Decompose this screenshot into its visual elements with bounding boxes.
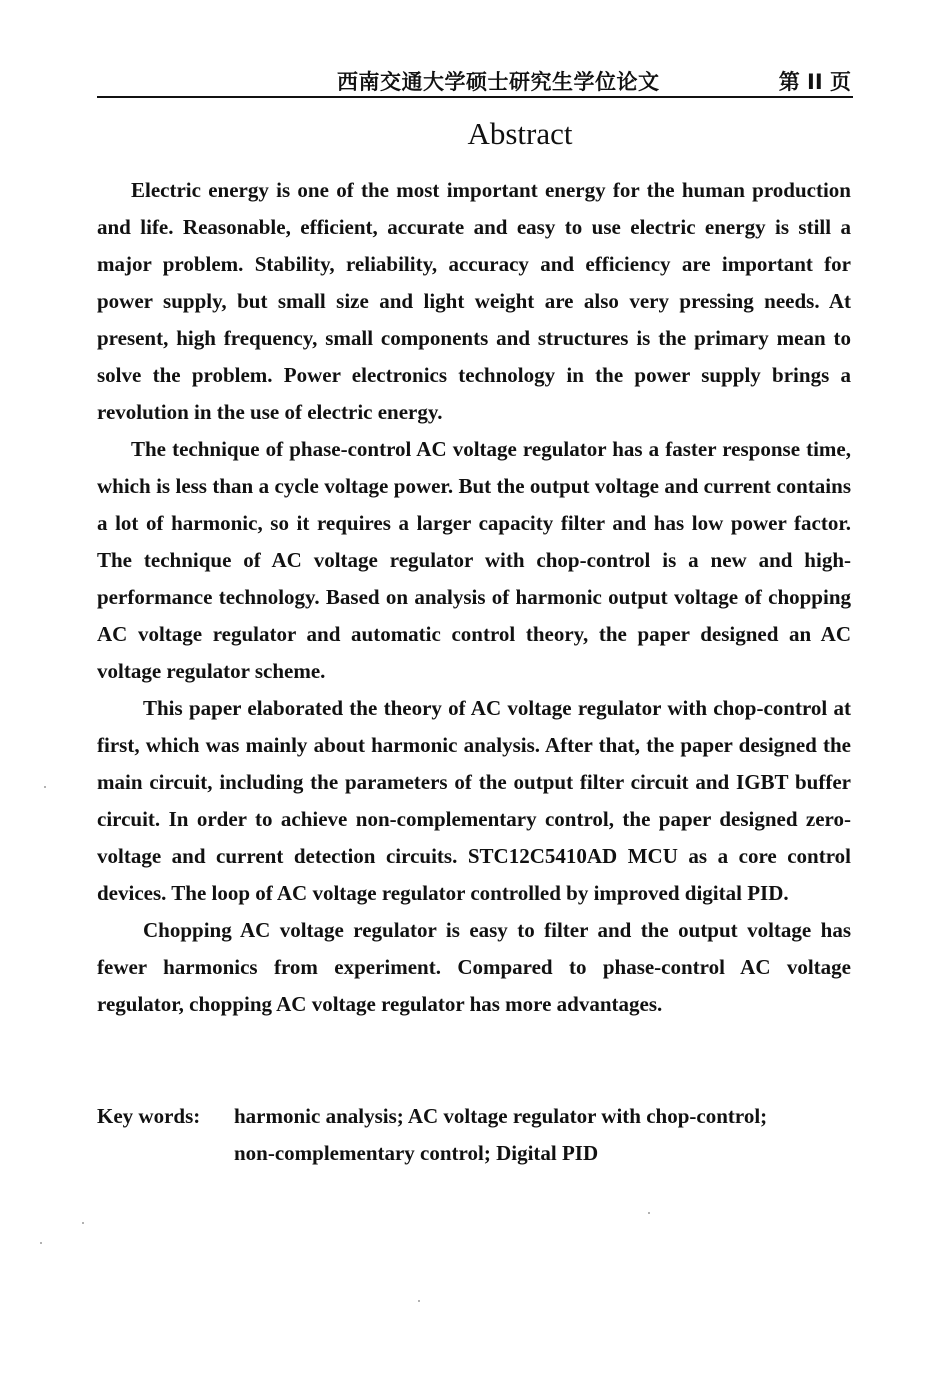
abstract-heading: Abstract [467, 116, 573, 151]
scan-speck [418, 1300, 420, 1302]
scan-speck [648, 1212, 650, 1214]
page-header [97, 62, 853, 98]
abstract-paragraph-1: Electric energy is one of the most important energy for the human production and life. Reasonable, efficient, accurate and easy to use electric energy is still a major problem. Stability, reliability, accuracy and efficiency are important for power supply, but small size and light weight are also very pressing needs. At present, high frequency, small components and structures is the primary mean to solve the problem. Power electronics technology in the power supply brings a revolution in the use of electric energy. [97, 178, 851, 424]
thesis-header-title: 西南交通大学硕士研究生学位论文 [337, 70, 660, 94]
scan-speck [44, 786, 46, 788]
abstract-body [97, 172, 851, 1023]
abstract-paragraph-3: This paper elaborated the theory of AC voltage regulator with chop-control at first, which was mainly about harmonic analysis. After that, the paper designed the main circuit, including the parameters of the output filter circuit and IGBT buffer circuit. In order to achieve non-complementary control, the paper designed zero-voltage and current detection circuits. STC12C5410AD MCU as a core control devices. The loop of AC voltage regulator controlled by improved digital PID. [97, 696, 851, 905]
page-number: 第 II 页 [778, 70, 851, 94]
scan-speck [40, 1242, 42, 1244]
abstract-paragraph-2: The technique of phase-control AC voltage regulator has a faster response time, which is less than a cycle voltage power. But the output voltage and current contains a lot of harmonic, so it requires a larger capacity filter and has low power factor. The technique of AC voltage regulator with chop-control is a new and high-performance technology. Based on analysis of harmonic output voltage of chopping AC voltage regulator and automatic control theory, the paper designed an AC voltage regulator scheme. [97, 437, 851, 683]
keywords-line-1: harmonic analysis; AC voltage regulator with chop-control; [234, 1104, 768, 1128]
keywords-label: Key words: [97, 1104, 201, 1128]
scan-speck [82, 1222, 84, 1224]
keywords-line-2: non-complementary control; Digital PID [234, 1141, 599, 1165]
abstract-paragraph-4: Chopping AC voltage regulator is easy to filter and the output voltage has fewer harmonics from experiment. Compared to phase-control AC voltage regulator, chopping AC voltage regulator has more advantages. [97, 918, 851, 1016]
